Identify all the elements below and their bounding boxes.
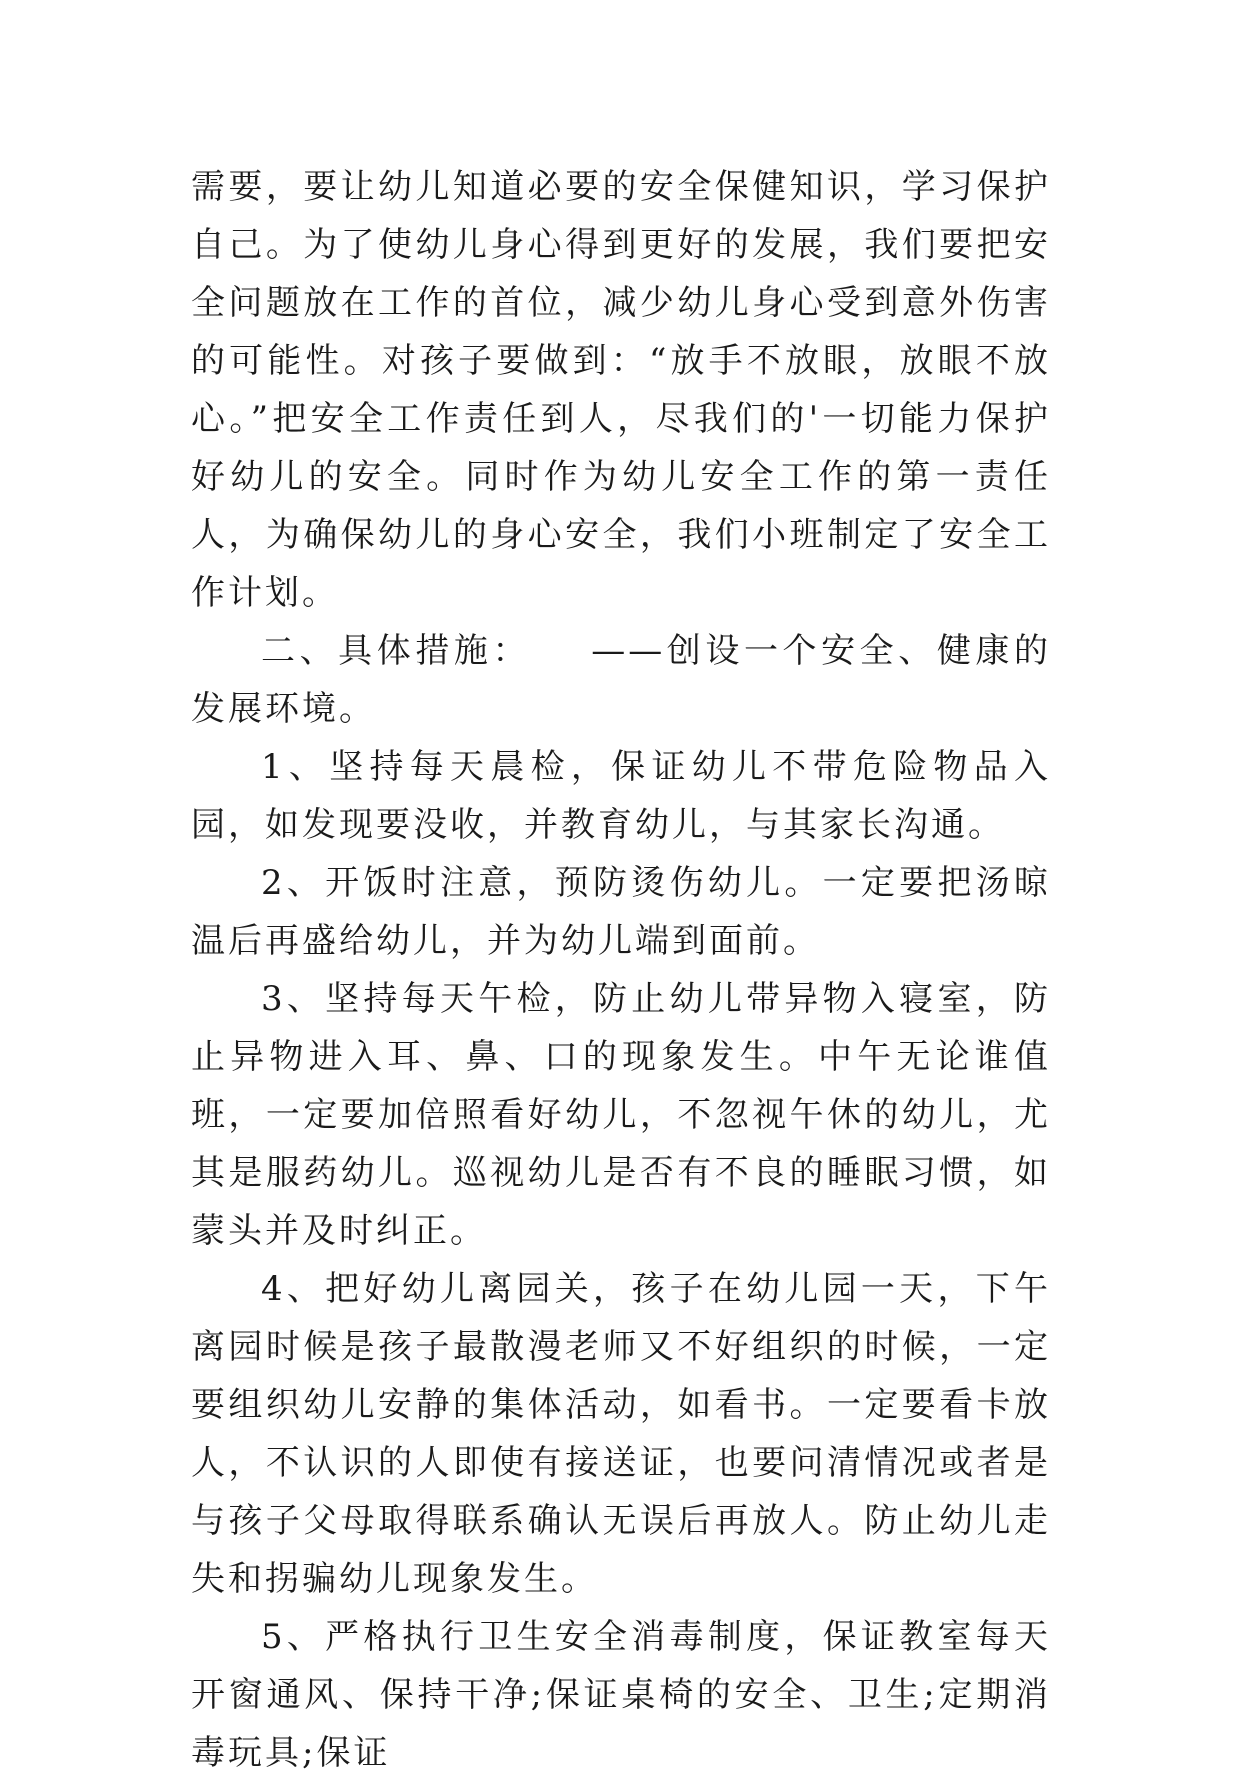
paragraph-measure-3: 3、坚持每天午检，防止幼儿带异物入寝室，防止异物进入耳、鼻、口的现象发生。中午无论谁值班，一定要加倍照看好幼儿，不忽视午休的幼儿，尤其是服药幼儿。巡视幼儿是否有不良的睡眠习惯，如蒙头并及时纠正。: [191, 979, 1051, 1251]
paragraph-measure-1: 1、坚持每天晨检，保证幼儿不带危险物品入园，如发现要没收，并教育幼儿，与其家长沟通。: [191, 747, 1051, 845]
paragraph-safety-intro: 需要，要让幼儿知道必要的安全保健知识，学习保护自己。为了使幼儿身心得到更好的发展，我们要把安全问题放在工作的首位，减少幼儿身心受到意外伤害的可能性。对孩子要做到：“放手不放眼，放眼不放心。”把安全工作责任到人，尽我们的'一切能力保护好幼儿的安全。同时作为幼儿安全工作的第一责任人，为确保幼儿的身心安全，我们小班制定了安全工作计划。: [191, 167, 1051, 613]
paragraph-measure-5: 5、严格执行卫生安全消毒制度，保证教室每天开窗通风、保持干净;保证桌椅的安全、卫生;定期消毒玩具;保证: [191, 1617, 1051, 1773]
paragraph-measure-4: 4、把好幼儿离园关，孩子在幼儿园一天，下午离园时候是孩子最散漫老师又不好组织的时候，一定要组织幼儿安静的集体活动，如看书。一定要看卡放人，不认识的人即使有接送证，也要问清情况或者是与孩子父母取得联系确认无误后再放人。防止幼儿走失和拐骗幼儿现象发生。: [191, 1269, 1051, 1599]
document-body: [191, 158, 1051, 1782]
paragraph-measures-heading: 二、具体措施： ——创设一个安全、健康的发展环境。: [191, 631, 1051, 729]
paragraph-measure-2: 2、开饭时注意，预防烫伤幼儿。一定要把汤晾温后再盛给幼儿，并为幼儿端到面前。: [191, 863, 1051, 961]
